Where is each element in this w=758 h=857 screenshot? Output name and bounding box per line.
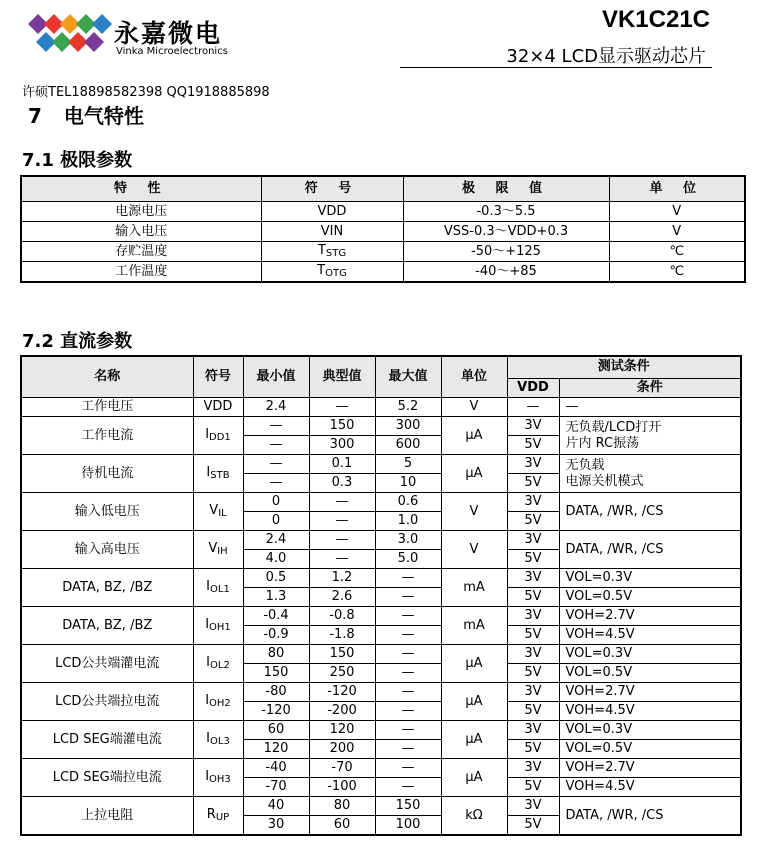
- limit-value: VSS-0.3～VDD+0.3: [403, 222, 609, 242]
- symbol-main: I: [205, 769, 210, 784]
- symbol-main: I: [205, 427, 210, 442]
- typ-value: 250: [309, 664, 375, 683]
- typ-value: 2.6: [309, 588, 375, 607]
- symbol-subscript: STB: [210, 470, 230, 481]
- condition-line: 无负载/LCD打开: [565, 419, 662, 435]
- absolute-max-body: [21, 202, 745, 283]
- typ-value: 120: [309, 721, 375, 740]
- unit: V: [609, 222, 745, 242]
- param-symbol: [261, 222, 403, 242]
- brand-name-cn: 永嘉微电: [114, 19, 223, 48]
- dc-parameter-body: [21, 398, 741, 836]
- symbol-main: VDD: [203, 399, 233, 415]
- unit: μA: [441, 455, 507, 493]
- min-value: 0: [243, 512, 309, 531]
- vdd-value: 5V: [507, 436, 559, 455]
- test-condition: [559, 797, 741, 836]
- param-symbol: [193, 569, 243, 607]
- min-value: 30: [243, 816, 309, 836]
- max-value: —: [375, 778, 441, 797]
- condition-line: DATA, /WR, /CS: [565, 503, 664, 519]
- symbol-subscript: DD1: [209, 432, 231, 443]
- symbol-subscript: OL2: [210, 660, 230, 671]
- table-row: [21, 493, 741, 512]
- max-value: —: [375, 740, 441, 759]
- unit: μA: [441, 417, 507, 455]
- max-value: 150: [375, 797, 441, 816]
- max-value: 3.0: [375, 531, 441, 550]
- symbol-subscript: IH: [217, 546, 228, 557]
- min-value: 0: [243, 493, 309, 512]
- table-row: [21, 417, 741, 436]
- table-header-row: [21, 356, 741, 378]
- vdd-value: 3V: [507, 683, 559, 702]
- header-divider: [400, 67, 712, 68]
- vdd-value: 5V: [507, 588, 559, 607]
- table-row: [21, 759, 741, 778]
- table-row: [21, 607, 741, 626]
- vdd-value: 3V: [507, 645, 559, 664]
- vdd-value: 5V: [507, 816, 559, 836]
- param-name: 上拉电阻: [21, 797, 193, 836]
- absolute-max-table: [20, 175, 746, 283]
- vdd-value: 3V: [507, 493, 559, 512]
- min-value: —: [243, 455, 309, 474]
- param-symbol: [193, 797, 243, 836]
- typ-value: 150: [309, 645, 375, 664]
- param-symbol: [193, 721, 243, 759]
- symbol-main: I: [206, 731, 211, 746]
- typ-value: 0.3: [309, 474, 375, 493]
- min-value: 40: [243, 797, 309, 816]
- param-name: 存贮温度: [21, 242, 261, 262]
- param-name: LCD SEG端拉电流: [21, 759, 193, 797]
- vdd-value: 3V: [507, 455, 559, 474]
- typ-value: 1.2: [309, 569, 375, 588]
- param-name: 输入高电压: [21, 531, 193, 569]
- test-condition: VOH=4.5V: [559, 702, 741, 721]
- param-symbol: [193, 607, 243, 645]
- max-value: 1.0: [375, 512, 441, 531]
- param-symbol: [261, 202, 403, 222]
- param-name: 输入低电压: [21, 493, 193, 531]
- typ-value: —: [309, 512, 375, 531]
- vdd-value: 3V: [507, 721, 559, 740]
- min-value: —: [243, 436, 309, 455]
- symbol-main: VDD: [317, 203, 347, 219]
- param-name: 输入电压: [21, 222, 261, 242]
- param-name: LCD公共端拉电流: [21, 683, 193, 721]
- col-header-test-conditions: 测试条件: [507, 356, 741, 378]
- vdd-value: 3V: [507, 417, 559, 436]
- table-header-row: [21, 176, 745, 202]
- diamond-logo-icon: [28, 10, 112, 58]
- symbol-main: I: [205, 693, 210, 708]
- vdd-value: 5V: [507, 512, 559, 531]
- test-condition: VOL=0.5V: [559, 740, 741, 759]
- symbol-main: V: [209, 503, 219, 518]
- symbol-main: I: [205, 617, 210, 632]
- min-value: -0.4: [243, 607, 309, 626]
- param-name: 工作电压: [21, 398, 193, 417]
- max-value: —: [375, 645, 441, 664]
- symbol-subscript: OH1: [209, 622, 231, 633]
- col-header-min: 最小值: [243, 356, 309, 398]
- param-name: 待机电流: [21, 455, 193, 493]
- symbol-main: R: [206, 807, 216, 822]
- param-name: 工作电流: [21, 417, 193, 455]
- typ-value: 0.1: [309, 455, 375, 474]
- param-name: LCD公共端灌电流: [21, 645, 193, 683]
- table-row: [21, 242, 745, 262]
- vinka-logo: [28, 10, 228, 60]
- typ-value: 200: [309, 740, 375, 759]
- symbol-main: T: [317, 263, 326, 278]
- param-name: 电源电压: [21, 202, 261, 222]
- document-subtitle: 32×4 LCD显示驱动芯片: [506, 46, 706, 67]
- max-value: —: [375, 683, 441, 702]
- min-value: 60: [243, 721, 309, 740]
- limit-value: -40～+85: [403, 262, 609, 283]
- unit: V: [441, 398, 507, 417]
- section-71-heading: 7.1 极限参数: [22, 150, 133, 171]
- max-value: —: [375, 569, 441, 588]
- symbol-subscript: UP: [215, 812, 230, 823]
- condition-line: DATA, /WR, /CS: [565, 541, 664, 557]
- test-condition: VOH=4.5V: [559, 626, 741, 645]
- contact-info: 许硕TEL18898582398 QQ1918885898: [22, 85, 270, 100]
- col-header-limit: 极 限 值: [403, 176, 609, 202]
- min-value: 1.3: [243, 588, 309, 607]
- test-condition: —: [559, 398, 741, 417]
- symbol-main: VIN: [320, 223, 344, 239]
- max-value: —: [375, 664, 441, 683]
- symbol-subscript: OTG: [325, 268, 347, 279]
- min-value: 120: [243, 740, 309, 759]
- symbol-subscript: OL3: [210, 736, 230, 747]
- typ-value: —: [309, 398, 375, 417]
- col-header-symbol: 符号: [193, 356, 243, 398]
- unit: mA: [441, 607, 507, 645]
- param-symbol: [193, 759, 243, 797]
- section-title: 电气特性: [63, 104, 144, 128]
- table-row: [21, 683, 741, 702]
- condition-line: 片内 RC振荡: [565, 435, 640, 451]
- max-value: —: [375, 626, 441, 645]
- min-value: -120: [243, 702, 309, 721]
- limit-value: -50～+125: [403, 242, 609, 262]
- test-condition: VOL=0.5V: [559, 588, 741, 607]
- min-value: 0.5: [243, 569, 309, 588]
- dc-parameter-table: [20, 355, 742, 836]
- max-value: 0.6: [375, 493, 441, 512]
- max-value: —: [375, 588, 441, 607]
- typ-value: 60: [309, 816, 375, 836]
- vdd-value: 5V: [507, 664, 559, 683]
- table-row: [21, 202, 745, 222]
- symbol-subscript: OH2: [209, 698, 231, 709]
- param-symbol: [193, 531, 243, 569]
- min-value: -0.9: [243, 626, 309, 645]
- max-value: —: [375, 759, 441, 778]
- unit: V: [609, 202, 745, 222]
- min-value: -70: [243, 778, 309, 797]
- typ-value: -120: [309, 683, 375, 702]
- symbol-main: I: [206, 465, 211, 480]
- typ-value: —: [309, 531, 375, 550]
- param-symbol: [193, 398, 243, 417]
- param-name: 工作温度: [21, 262, 261, 283]
- param-symbol: [193, 455, 243, 493]
- vdd-value: 3V: [507, 797, 559, 816]
- min-value: 4.0: [243, 550, 309, 569]
- section-number: 7: [28, 104, 42, 128]
- vdd-value: 5V: [507, 626, 559, 645]
- col-header-condition: 条件: [559, 378, 741, 397]
- unit: μA: [441, 721, 507, 759]
- section-72-heading: 7.2 直流参数: [22, 331, 133, 352]
- param-name: LCD SEG端灌电流: [21, 721, 193, 759]
- symbol-subscript: IL: [218, 508, 227, 519]
- test-condition: [559, 455, 741, 493]
- unit: ℃: [609, 242, 745, 262]
- max-value: 100: [375, 816, 441, 836]
- max-value: 600: [375, 436, 441, 455]
- typ-value: -0.8: [309, 607, 375, 626]
- param-symbol: [193, 417, 243, 455]
- max-value: —: [375, 607, 441, 626]
- vdd-value: —: [507, 398, 559, 417]
- section-7-heading: [28, 100, 166, 129]
- param-symbol: [261, 242, 403, 262]
- table-row: [21, 721, 741, 740]
- min-value: 80: [243, 645, 309, 664]
- vdd-value: 3V: [507, 531, 559, 550]
- test-condition: VOH=4.5V: [559, 778, 741, 797]
- test-condition: VOL=0.3V: [559, 645, 741, 664]
- max-value: 5.2: [375, 398, 441, 417]
- min-value: 2.4: [243, 398, 309, 417]
- symbol-main: I: [206, 579, 211, 594]
- max-value: 10: [375, 474, 441, 493]
- symbol-main: V: [208, 541, 218, 556]
- typ-value: 80: [309, 797, 375, 816]
- test-condition: VOH=2.7V: [559, 607, 741, 626]
- unit: mA: [441, 569, 507, 607]
- unit: μA: [441, 683, 507, 721]
- table-row: [21, 645, 741, 664]
- min-value: 2.4: [243, 531, 309, 550]
- param-symbol: [193, 645, 243, 683]
- limit-value: -0.3～5.5: [403, 202, 609, 222]
- condition-line: DATA, /WR, /CS: [565, 807, 664, 823]
- min-value: -80: [243, 683, 309, 702]
- unit: kΩ: [441, 797, 507, 836]
- typ-value: 300: [309, 436, 375, 455]
- vdd-value: 3V: [507, 759, 559, 778]
- col-header-unit: 单位: [441, 356, 507, 398]
- table-row: [21, 262, 745, 283]
- unit: V: [441, 493, 507, 531]
- test-condition: VOH=2.7V: [559, 759, 741, 778]
- max-value: 5: [375, 455, 441, 474]
- unit: V: [441, 531, 507, 569]
- test-condition: VOL=0.3V: [559, 721, 741, 740]
- part-number: VK1C21C: [601, 6, 710, 33]
- test-condition: VOL=0.5V: [559, 664, 741, 683]
- col-header-symbol: 符 号: [261, 176, 403, 202]
- param-symbol: [193, 683, 243, 721]
- condition-line: 无负载: [565, 457, 605, 473]
- symbol-subscript: STG: [325, 248, 347, 259]
- max-value: —: [375, 721, 441, 740]
- col-header-characteristic: 特 性: [21, 176, 261, 202]
- vdd-value: 5V: [507, 778, 559, 797]
- vdd-value: 3V: [507, 607, 559, 626]
- vdd-value: 5V: [507, 474, 559, 493]
- unit: μA: [441, 645, 507, 683]
- table-row: [21, 455, 741, 474]
- vdd-value: 5V: [507, 740, 559, 759]
- typ-value: —: [309, 550, 375, 569]
- typ-value: 150: [309, 417, 375, 436]
- test-condition: VOH=2.7V: [559, 683, 741, 702]
- table-row: [21, 797, 741, 816]
- col-header-typ: 典型值: [309, 356, 375, 398]
- typ-value: —: [309, 493, 375, 512]
- param-symbol: [193, 493, 243, 531]
- table-row: [21, 222, 745, 242]
- col-header-name: 名称: [21, 356, 193, 398]
- symbol-main: T: [317, 243, 326, 258]
- typ-value: -100: [309, 778, 375, 797]
- vdd-value: 3V: [507, 569, 559, 588]
- col-header-max: 最大值: [375, 356, 441, 398]
- typ-value: -1.8: [309, 626, 375, 645]
- test-condition: [559, 493, 741, 531]
- typ-value: -200: [309, 702, 375, 721]
- vdd-value: 5V: [507, 702, 559, 721]
- vdd-value: 5V: [507, 550, 559, 569]
- min-value: —: [243, 474, 309, 493]
- max-value: —: [375, 702, 441, 721]
- col-header-unit: 单 位: [609, 176, 745, 202]
- table-row: [21, 398, 741, 417]
- test-condition: [559, 531, 741, 569]
- condition-line: 电源关机模式: [565, 473, 644, 489]
- param-name: DATA, BZ, /BZ: [21, 607, 193, 645]
- col-header-vdd: VDD: [507, 378, 559, 397]
- param-name: DATA, BZ, /BZ: [21, 569, 193, 607]
- symbol-main: I: [206, 655, 211, 670]
- test-condition: [559, 417, 741, 455]
- param-symbol: [261, 262, 403, 283]
- min-value: 150: [243, 664, 309, 683]
- unit: μA: [441, 759, 507, 797]
- test-condition: VOL=0.3V: [559, 569, 741, 588]
- typ-value: -70: [309, 759, 375, 778]
- unit: ℃: [609, 262, 745, 283]
- table-row: [21, 569, 741, 588]
- symbol-subscript: OL1: [210, 584, 230, 595]
- table-row: [21, 531, 741, 550]
- symbol-subscript: OH3: [209, 774, 231, 785]
- min-value: —: [243, 417, 309, 436]
- max-value: 5.0: [375, 550, 441, 569]
- max-value: 300: [375, 417, 441, 436]
- brand-name-en: Vinka Microelectronics: [116, 46, 228, 57]
- min-value: -40: [243, 759, 309, 778]
